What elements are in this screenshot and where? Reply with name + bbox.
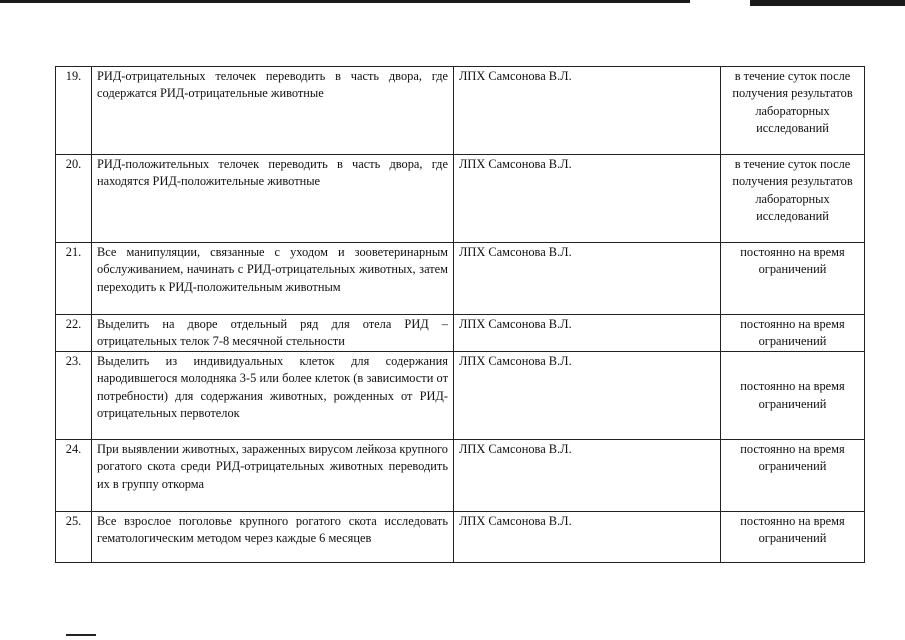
term-cell: постоянно на время ограничений [721,315,865,352]
row-number: 21. [56,243,92,315]
term-cell: постоянно на время ограничений [721,243,865,315]
table-row [56,243,865,315]
responsible-cell: ЛПХ Самсонова В.Л. [454,315,721,352]
responsible-cell: ЛПХ Самсонова В.Л. [454,243,721,315]
responsible-cell: ЛПХ Самсонова В.Л. [454,351,721,439]
measures-table [55,66,865,563]
term-cell: в течение суток после получения результатов лабораторных исследований [721,67,865,155]
row-number: 19. [56,67,92,155]
row-number: 24. [56,439,92,511]
term-cell: постоянно на время ограничений [721,439,865,511]
responsible-cell: ЛПХ Самсонова В.Л. [454,511,721,562]
measure-text: Все взрослое поголовье крупного рогатого скота исследовать гематологическим методом через каждые 6 месяцев [92,511,454,562]
row-number: 25. [56,511,92,562]
row-number: 23. [56,351,92,439]
term-cell: в течение суток после получения результатов лабораторных исследований [721,155,865,243]
measure-text: Выделить на дворе отдельный ряд для отела РИД – отрицательных телок 7-8 месячной стельности [92,315,454,352]
table-row [56,67,865,155]
scan-mark [66,634,96,636]
table-row [56,155,865,243]
responsible-cell: ЛПХ Самсонова В.Л. [454,439,721,511]
page-top-edge-right [750,0,905,6]
table-row [56,315,865,352]
measure-text: РИД-положительных телочек переводить в часть двора, где находятся РИД-положительные животные [92,155,454,243]
table-row [56,511,865,562]
term-cell: постоянно на время ограничений [721,351,865,439]
table-row [56,351,865,439]
responsible-cell: ЛПХ Самсонова В.Л. [454,155,721,243]
row-number: 20. [56,155,92,243]
measure-text: Все манипуляции, связанные с уходом и зооветеринарным обслуживанием, начинать с РИД-отрицательных животных, затем переходить к РИД-положительным животным [92,243,454,315]
page-top-edge-gap [690,0,750,4]
responsible-cell: ЛПХ Самсонова В.Л. [454,67,721,155]
measure-text: Выделить из индивидуальных клеток для содержания народившегося молодняка 3-5 или более клеток (в зависимости от потребности) для содержания животных, рожденных от РИД-отрицательных первотелок [92,351,454,439]
measure-text: РИД-отрицательных телочек переводить в часть двора, где содержатся РИД-отрицательные животные [92,67,454,155]
table-row [56,439,865,511]
row-number: 22. [56,315,92,352]
measure-text: При выявлении животных, зараженных вирусом лейкоза крупного рогатого скота среди РИД-отрицательных животных переводить их в группу откорма [92,439,454,511]
term-cell: постоянно на время ограничений [721,511,865,562]
